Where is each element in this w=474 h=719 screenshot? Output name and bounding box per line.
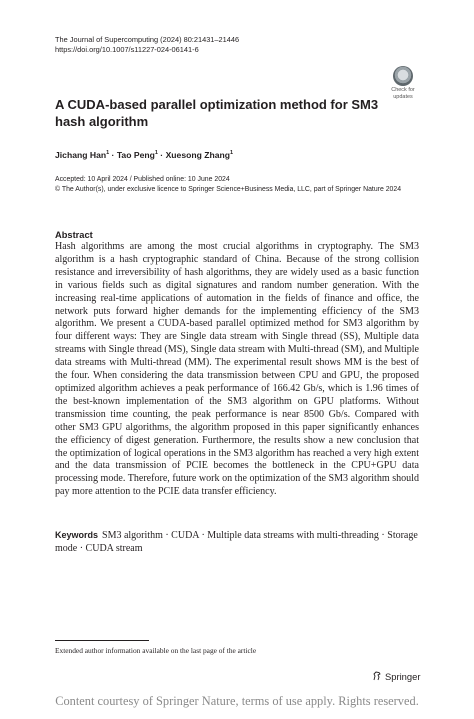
journal-header [55, 35, 239, 55]
keywords-text: SM3 algorithm · CUDA · Multiple data streams with multi-threading · Storage mode · CUDA stream [55, 530, 418, 554]
check-for-updates-badge[interactable] [382, 66, 424, 102]
journal-citation: The Journal of Supercomputing (2024) 80:21431–21446 [55, 35, 240, 44]
author-name[interactable]: Jichang Han [55, 150, 107, 160]
doi-link[interactable]: https://doi.org/10.1007/s11227-024-06141-6 [55, 45, 199, 54]
paper-title: A CUDA-based parallel optimization method for SM3 hash algorithm [55, 97, 379, 129]
author-affiliation: 1 [230, 150, 234, 157]
copyright-line: © The Author(s), under exclusive licence to Springer Science+Business Media, LLC, part of Springer Nature 2024 [55, 185, 402, 193]
courtesy-notice: Content courtesy of Springer Nature, terms of use apply. Rights reserved. [55, 694, 419, 708]
dates-line: Accepted: 10 April 2024 / Published online: 10 June 2024 [55, 176, 230, 183]
footnote-divider [55, 640, 149, 641]
author-name[interactable]: Xuesong Zhang [165, 150, 231, 160]
abstract-heading: Abstract [55, 230, 93, 240]
springer-label: Springer [385, 671, 421, 682]
publication-info [55, 175, 430, 194]
springer-horse-icon [372, 671, 382, 681]
author-list: Jichang Han$^1$ · Tao Peng$^1$ · Xuesong Zhang$^1$ [55, 150, 234, 160]
springer-logo [372, 671, 420, 682]
footnote: Extended author information available on the last page of the article [55, 646, 257, 655]
abstract-body: Hash algorithms are among the most crucial algorithms in cryptography. The SM3 algorithm is a hash cryptographic standard of China. Because of the strong collision resistance and irreversibility of hash algorithms, they are widely used as a basic function in various fields such as digital signatures and random number generation. With the increasing real-time applications of automation in the fields of finance and office, the network puts forward higher demands for the implementing efficiency of the SM3 algorithm. We present a CUDA-based parallel optimized method for SM3 algorithm by four different ways: They are Single data stream with Single thread (SS), Multiple data streams with Single thread (MS), Single data stream with Multi-thread (SM), and Multiple data streams with Multi-thread (MM). The experimental result shows MM is the best of the four. When considering the data transmission between CPU and GPU, the proposed optimized algorithm achieves a peak performance of 166.42 Gb/s, which is 1.96 times of the best-known implementation of the SM3 algorithm on GPU platforms. Without transmission time counting, the peak performance is near 8500 Gb/s. Compared with other SM3 GPU algorithms, the algorithm proposed in this paper significantly enhances the efficiency of digest generation. Furthermore, the results show a new conclusion that the optimization of logical operations in the SM3 algorithm has reached a very high extent and the data transmission of PCIE becomes the bottleneck in the CPU+GPU data processing mode. Therefore, future work on the optimization of the SM3 algorithm should pay more attention to the PCIE data transfer efficiency. [55, 241, 419, 498]
author-affiliation: 1 [106, 150, 110, 157]
author-affiliation: 1 [154, 150, 158, 157]
check-for-updates-label: Check for updates [391, 87, 415, 100]
check-for-updates-icon [393, 66, 413, 86]
author-name[interactable]: Tao Peng [116, 150, 155, 160]
keywords-section [55, 529, 419, 555]
keywords-label: Keywords [55, 530, 99, 540]
